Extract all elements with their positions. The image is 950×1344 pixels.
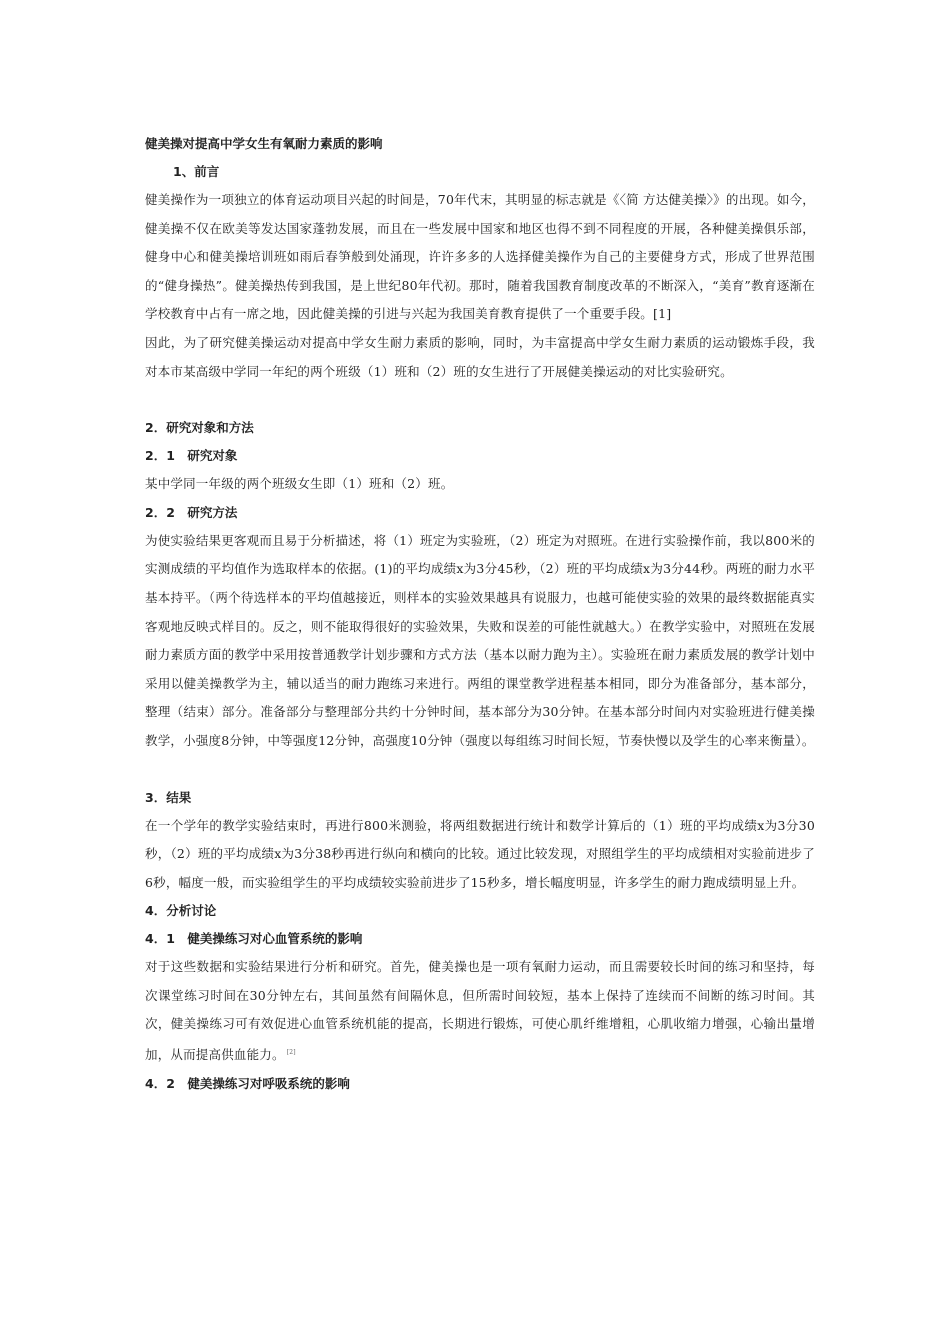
section-1-paragraph-1: 健美操作为一项独立的体育运动项目兴起的时间是，70年代末，其明显的标志就是《〈简 方达健美操〉》的出现。如今，健美操不仅在欧美等发达国家蓬勃发展，而且在一些发展中国家和地区也得不到不同程度的开展，各种健美操俱乐部，健身中心和健美操培训班如雨后春笋般到处涌现，许许多多的人选择健美操作为自己的主要健身方式，形成了世界范围的“健身操热”。健美操热传到我国，是上世纪80年代初。那时，随着我国教育制度改革的不断深入，“美育”教育逐渐在学校教育中占有一席之地，因此健美操的引进与兴起为我国美育教育提供了一个重要手段。[1] [145, 192, 815, 322]
document-body [145, 130, 815, 1098]
section-2-2-heading: 2．2 研究方法 [145, 504, 238, 520]
section-4-heading: 4．分析讨论 [145, 903, 217, 919]
section-2-1-heading: 2．1 研究对象 [145, 448, 238, 464]
section-1-heading: 1、前言 [173, 164, 220, 179]
document-title: 健美操对提高中学女生有氧耐力素质的影响 [145, 136, 383, 151]
section-3-heading: 3．结果 [145, 789, 192, 805]
section-4-1-paragraph [145, 953, 815, 1070]
section-1-paragraph-2: 因此，为了研究健美操运动对提高中学女生耐力素质的影响，同时，为丰富提高中学女生耐力素质的运动锻炼手段，我对本市某高级中学同一年纪的两个班级（1）班和（2）班的女生进行了开展健美操运动的对比实验研究。 [145, 334, 815, 379]
section-4-1-heading: 4．1 健美操练习对心血管系统的影响 [145, 931, 363, 947]
section-2-1-paragraph: 某中学同一年级的两个班级女生即（1）班和（2）班。 [145, 476, 454, 492]
spacer [145, 386, 815, 414]
citation-marker: [2] [286, 1049, 296, 1057]
section-2-2-paragraph: 为使实验结果更客观而且易于分析描述，将（1）班定为实验班，（2）班定为对照班。在进行实验操作前，我以800米的实测成绩的平均值作为选取样本的依据。(1)的平均成绩x为3分45秒，（2）班的平均成绩x为3分44秒。两班的耐力水平基本持平。（两个待选样本的平均值越接近，则样本的实验效果越具有说服力，也越可能使实验的效果的最终数据能真实客观地反映式样目的。反之，则不能取得很好的实验效果，失败和误差的可能性就越大。）在教学实验中，对照班在发展耐力素质方面的教学中采用按普通教学计划步骤和方式方法（基本以耐力跑为主）。实验班在耐力素质发展的教学计划中采用以健美操教学为主，辅以适当的耐力跑练习来进行。两组的课堂教学进程基本相同，即分为准备部分，基本部分，整理（结束）部分。准备部分与整理部分共约十分钟时间，基本部分为30分钟。在基本部分时间内对实验班进行健美操教学，小强度8分钟，中等强度12分钟，高强度10分钟（强度以每组练习时间长短，节奏快慢以及学生的心率来衡量）。 [145, 532, 815, 748]
section-4-2-heading: 4．2 健美操练习对呼吸系统的影响 [145, 1075, 350, 1091]
section-4-1-text: 对于这些数据和实验结果进行分析和研究。首先，健美操也是一项有氧耐力运动，而且需要较长时间的练习和坚持，每次课堂练习时间在30分钟左右，其间虽然有间隔休息，但所需时间较短，基本上保持了连续而不间断的练习时间。其次，健美操练习可有效促进心血管系统机能的提高，长期进行锻炼，可使心肌纤维增粗，心肌收缩力增强，心输出量增加，从而提高供血能力。 [145, 959, 815, 1063]
spacer [145, 756, 815, 784]
section-2-heading: 2．研究对象和方法 [145, 420, 254, 436]
section-3-paragraph: 在一个学年的教学实验结束时，再进行800米测验，将两组数据进行统计和数学计算后的（1）班的平均成绩x为3分30秒，（2）班的平均成绩x为3分38秒再进行纵向和横向的比较。通过比较发现，对照组学生的平均成绩相对实验前进步了6秒，幅度一般，而实验组学生的平均成绩较实验前进步了15秒多，增长幅度明显，许多学生的耐力跑成绩明显上升。 [145, 817, 815, 890]
